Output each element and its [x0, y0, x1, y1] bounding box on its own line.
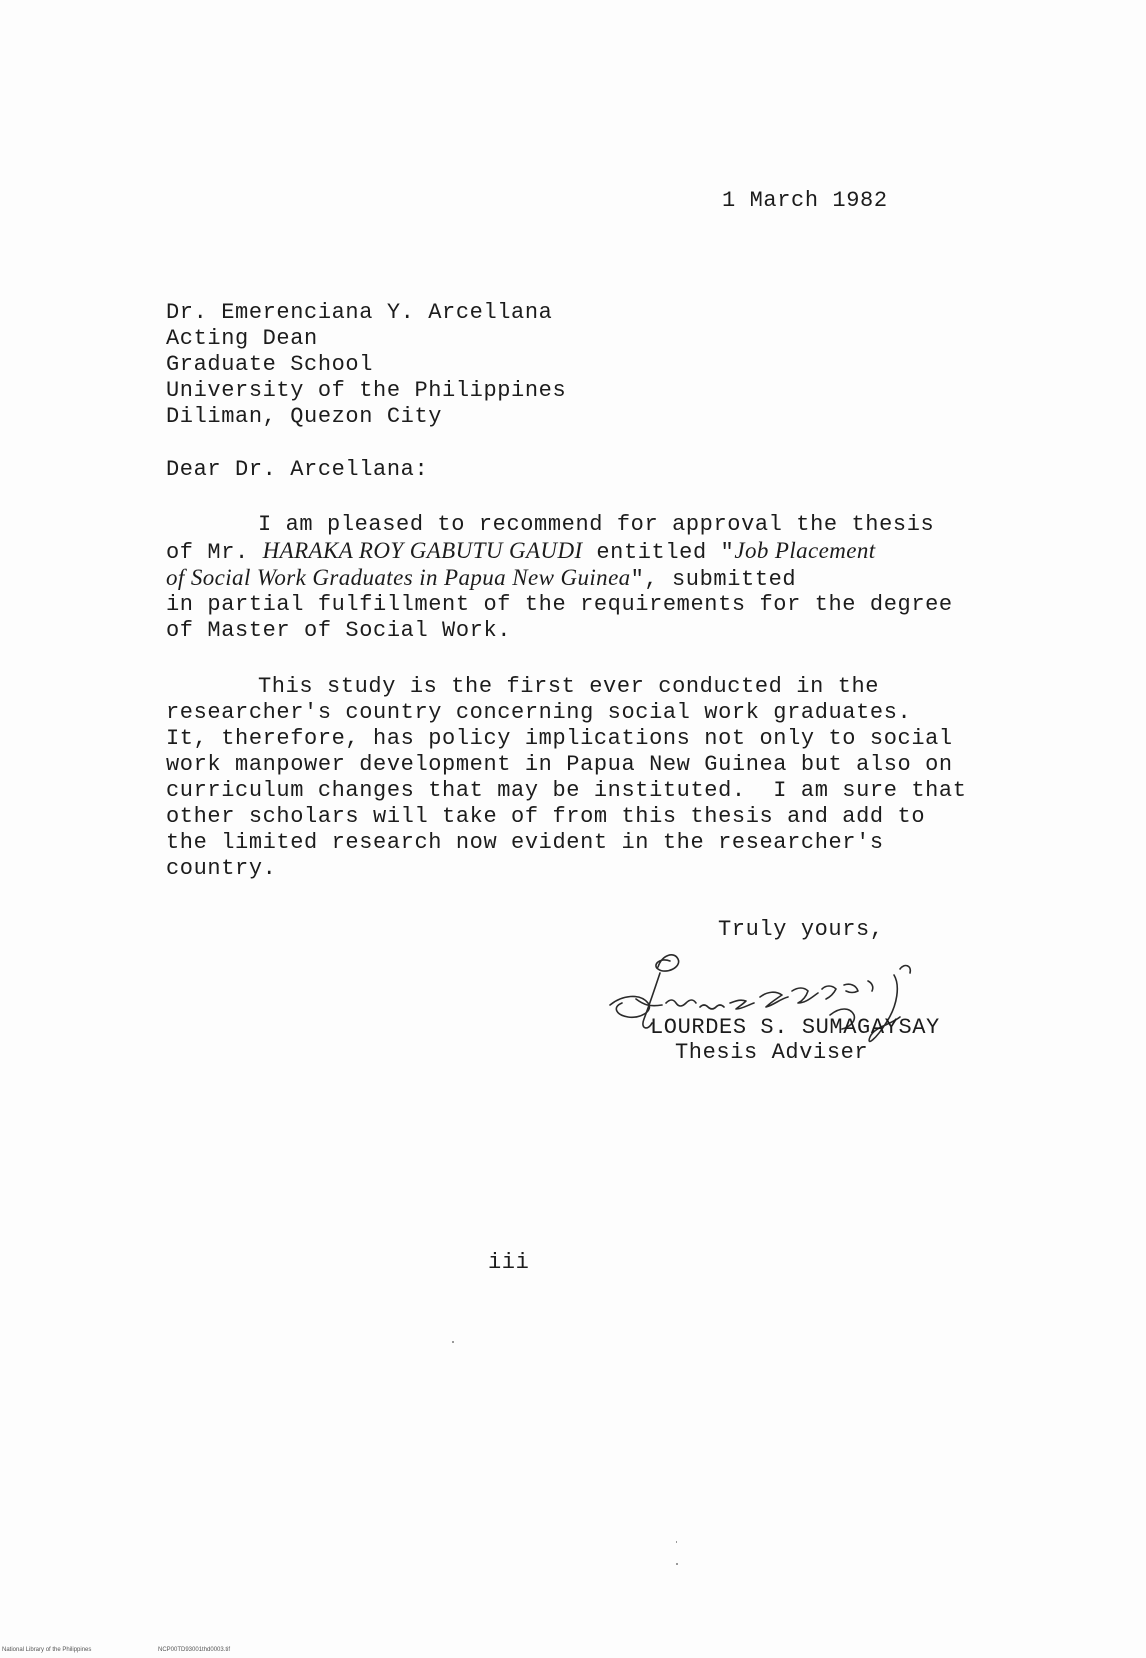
- scan-speck: [676, 1563, 678, 1565]
- text-segment: ", submitted: [630, 567, 797, 592]
- closing: Truly yours,: [718, 917, 884, 942]
- paragraph2-line: curriculum changes that may be instituted. I am sure that: [166, 778, 967, 803]
- letter-date: 1 March 1982: [722, 188, 888, 213]
- paragraph2-line: country.: [166, 856, 277, 881]
- footer-filename: NCP00TD93001thd0003.tif: [158, 1647, 231, 1653]
- paragraph1-line: [166, 565, 796, 593]
- recipient-department: Graduate School: [166, 352, 374, 377]
- recipient-name: Dr. Emerenciana Y. Arcellana: [166, 300, 553, 325]
- student-name: HARAKA ROY GABUTU GAUDI: [262, 538, 583, 563]
- thesis-title-part: Job Placement: [734, 538, 876, 563]
- salutation: Dear Dr. Arcellana:: [166, 457, 429, 482]
- paragraph1-line: I am pleased to recommend for approval the thesis: [258, 512, 935, 537]
- paragraph2-line: work manpower development in Papua New Guinea but also on: [166, 752, 953, 777]
- recipient-institution: University of the Philippines: [166, 378, 567, 403]
- thesis-title-part: of Social Work Graduates in Papua New Guinea: [166, 565, 631, 590]
- footer-source: National Library of the Philippines: [2, 1647, 92, 1653]
- paragraph2-line: other scholars will take of from this thesis and add to: [166, 804, 926, 829]
- paragraph1-line: in partial fulfillment of the requirements for the degree: [166, 592, 953, 617]
- paragraph1-line: [166, 538, 876, 566]
- recipient-location: Diliman, Quezon City: [166, 404, 443, 429]
- paragraph1-line: of Master of Social Work.: [166, 618, 512, 643]
- page-number: iii: [488, 1250, 530, 1275]
- paragraph2-line: This study is the first ever conducted in the: [258, 674, 880, 699]
- paragraph2-line: It, therefore, has policy implications not only to social: [166, 726, 953, 751]
- signatory-title: Thesis Adviser: [675, 1040, 869, 1065]
- paragraph2-line: researcher's country concerning social work graduates.: [166, 700, 912, 725]
- text-segment: of Mr.: [166, 540, 263, 565]
- scan-speck: [452, 1341, 454, 1343]
- paragraph2-line: the limited research now evident in the researcher's: [166, 830, 884, 855]
- text-segment: entitled ": [582, 540, 735, 565]
- scan-speck: [676, 1541, 677, 1543]
- signatory-name: LOURDES S. SUMAGAYSAY: [650, 1015, 940, 1040]
- recipient-position: Acting Dean: [166, 326, 318, 351]
